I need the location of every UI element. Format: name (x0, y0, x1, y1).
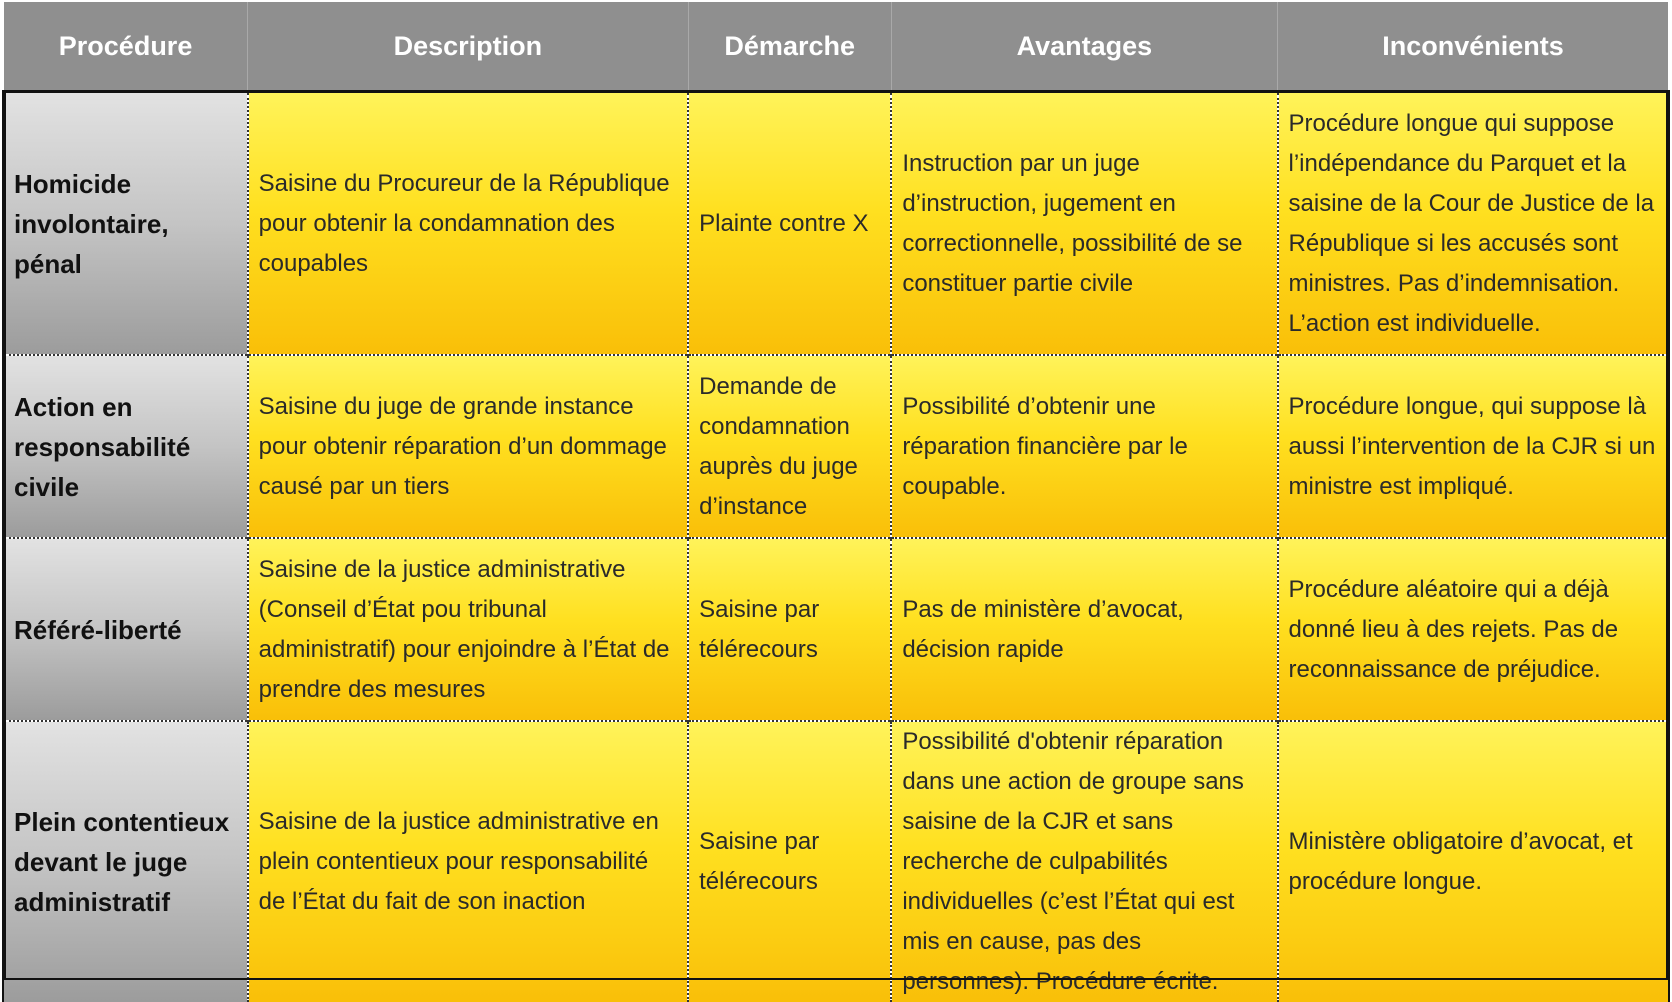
cell-procedure: Action en responsabilité civile (4, 355, 248, 538)
cell-inconvenients: Procédure longue qui suppose l’indépendance du Parquet et la saisine de la Cour de Justice de la République si les accusés sont ministres. Pas d’indemnisation. L’action est individuelle. (1278, 92, 1668, 355)
cell-avantages: Instruction par un juge d’instruction, jugement en correctionnelle, possibilité de se constituer partie civile (891, 92, 1277, 355)
cell-avantages: Possibilité d'obtenir réparation dans une action de groupe sans saisine de la CJR et sans recherche de culpabilités individuelles (c’est l’État qui est mis en cause, pas des personnes). Procédure écrite. (891, 721, 1277, 1002)
cell-demarche: Plainte contre X (688, 92, 891, 355)
cell-demarche: Saisine par télérecours (688, 538, 891, 721)
cell-procedure: Plein contentieux devant le juge administratif (4, 721, 248, 1002)
cell-description: Saisine du Procureur de la République pour obtenir la condamnation des coupables (248, 92, 688, 355)
procedures-table (4, 2, 1668, 1002)
cell-inconvenients: Ministère obligatoire d’avocat, et procédure longue. (1278, 721, 1668, 1002)
header-row (4, 2, 1668, 92)
table-row (4, 92, 1668, 355)
header-demarche: Démarche (688, 2, 891, 92)
cell-demarche: Demande de condamnation auprès du juge d’instance (688, 355, 891, 538)
table-header (4, 2, 1668, 92)
cell-avantages: Pas de ministère d’avocat, décision rapide (891, 538, 1277, 721)
procedures-table-container (4, 2, 1668, 995)
table-body (4, 92, 1668, 1002)
cell-demarche: Saisine par télérecours (688, 721, 891, 1002)
cell-description: Saisine du juge de grande instance pour obtenir réparation d’un dommage causé par un tiers (248, 355, 688, 538)
cell-procedure: Homicide involontaire, pénal (4, 92, 248, 355)
header-inconvenients: Inconvénients (1278, 2, 1668, 92)
header-procedure: Procédure (4, 2, 248, 92)
header-avantages: Avantages (891, 2, 1277, 92)
header-description: Description (248, 2, 688, 92)
cell-description: Saisine de la justice administrative en plein contentieux pour responsabilité de l’État du fait de son inaction (248, 721, 688, 1002)
table-row (4, 721, 1668, 1002)
cell-description: Saisine de la justice administrative (Conseil d’État pou tribunal administratif) pour enjoindre à l’État de prendre des mesures (248, 538, 688, 721)
cell-avantages: Possibilité d’obtenir une réparation financière par le coupable. (891, 355, 1277, 538)
cell-procedure: Référé-liberté (4, 538, 248, 721)
table-row (4, 355, 1668, 538)
cell-inconvenients: Procédure longue, qui suppose là aussi l’intervention de la CJR si un ministre est impliqué. (1278, 355, 1668, 538)
table-row (4, 538, 1668, 721)
cell-inconvenients: Procédure aléatoire qui a déjà donné lieu à des rejets. Pas de reconnaissance de préjudice. (1278, 538, 1668, 721)
